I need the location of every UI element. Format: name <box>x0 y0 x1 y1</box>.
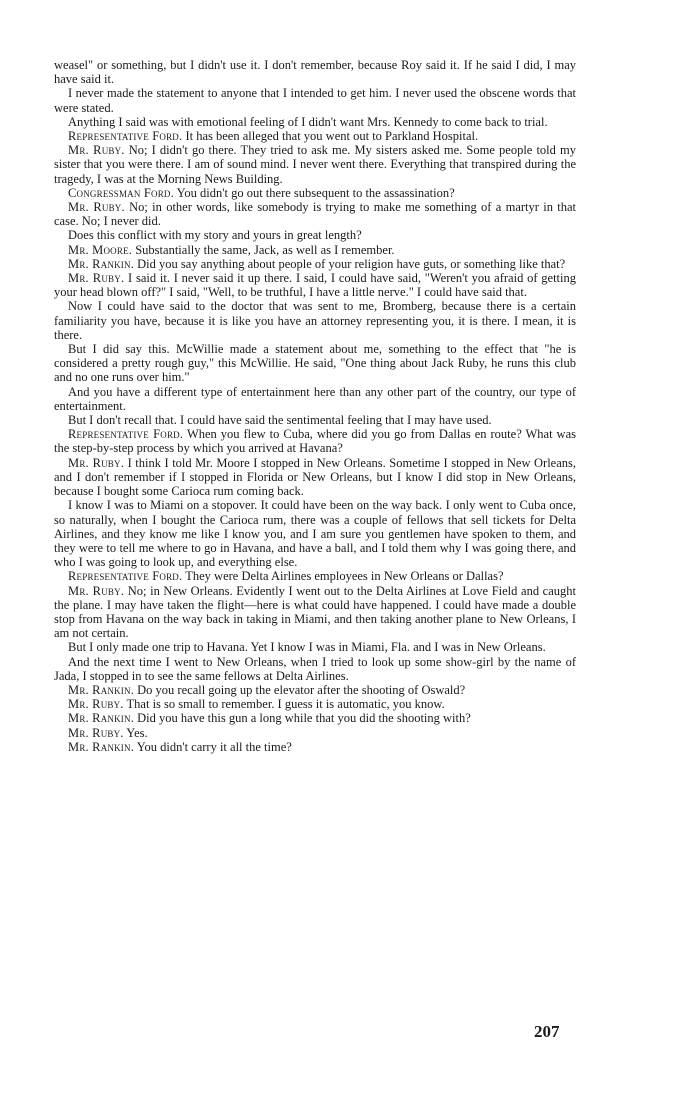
transcript-page <box>54 58 576 754</box>
paragraph-15: But I don't recall that. I could have said the sentimental feeling that I may have used. <box>68 413 492 428</box>
paragraph-9: Mr. Moore. Substantially the same, Jack, as well as I remember. <box>68 242 395 257</box>
paragraph-24: Mr. Ruby. That is so small to remember. I guess it is automatic, you know. <box>68 697 445 712</box>
paragraph-18: I know I was to Miami on a stopover. It could have been on the way back. I only went to Cuba once, so naturally, when I bought the Carioca rum, there was a couple of fellows that sell tickets for Delta Airlines, and they know me like I know you, and I am sure you gentlemen have spoken to them, and they were to tell me where to go in Havana, and have a ball, and I told them why I was going there, and who I was going to look up, and everything else. <box>54 498 576 570</box>
paragraph-14: And you have a different type of entertainment here than any other part of the country, our type of entertainment. <box>54 384 576 413</box>
page-number: 207 <box>534 1022 560 1041</box>
paragraph-13: But I did say this. McWillie made a statement about me, something to the effect that "he is considered a pretty rough guy," this McWillie. He said, "One thing about Jack Ruby, he runs this club and no one runs over him." <box>54 342 576 385</box>
paragraph-20: Mr. Ruby. No; in New Orleans. Evidently I went out to the Delta Airlines at Love Field and caught the plane. I may have taken the flight—here is what could have happened. I could have made a double stop from Havana on the way back in taking in Miami, and then taking another plane to New Orleans, I am not certain. <box>54 583 576 641</box>
paragraph-10: Mr. Rankin. Did you say anything about people of your religion have guts, or something like that? <box>68 256 566 271</box>
paragraph-17: Mr. Ruby. I think I told Mr. Moore I stopped in New Orleans. Sometime I stopped in New Orleans, and I don't remember if I stopped in Florida or New Orleans, but I know I did stop in New Orleans, because I bought some Carioca rum coming back. <box>54 455 577 499</box>
paragraph-22: And the next time I went to New Orleans, when I tried to look up some show-girl by the name of Jada, I stopped in to see the same fellows at Delta Airlines. <box>54 654 576 683</box>
paragraph-4: Representative Ford. It has been alleged that you went out to Parkland Hospital. <box>68 129 479 144</box>
paragraph-19: Representative Ford. They were Delta Airlines employees in New Orleans or Dallas? <box>68 569 504 584</box>
paragraph-16: Representative Ford. When you flew to Cuba, where did you go from Dallas en route? What was the step-by-step process by which you arrived at Havana? <box>54 427 576 456</box>
paragraph-26: Mr. Ruby. Yes. <box>68 725 148 740</box>
paragraph-25: Mr. Rankin. Did you have this gun a long while that you did the shooting with? <box>68 711 471 726</box>
paragraph-3: Anything I said was with emotional feeling of I didn't want Mrs. Kennedy to come back to trial. <box>68 114 548 129</box>
paragraph-21: But I only made one trip to Havana. Yet I know I was in Miami, Fla. and I was in New Orleans. <box>68 640 546 655</box>
paragraph-11: Mr. Ruby. I said it. I never said it up there. I said, I could have said, "Weren't you afraid of getting your head blown off?" I said, "Well, to be truthful, I have a little nerve." I could have said that. <box>54 271 576 300</box>
paragraph-1: weasel" or something, but I didn't use it. I don't remember, because Roy said it. If he said I did, I may have said it. <box>54 58 576 87</box>
paragraph-12: Now I could have said to the doctor that was sent to me, Bromberg, because there is a certain familiarity you have, because it is like you have an attorney representing you, it is there. I mean, it is there. <box>54 299 576 342</box>
paragraph-8: Does this conflict with my story and yours in great length? <box>68 228 362 243</box>
paragraph-5: Mr. Ruby. No; I didn't go there. They tried to ask me. My sisters asked me. Some people told my sister that you were there. I am of sound mind. I never went there. Everything that transpired during the tragedy, I was at the Morning News Building. <box>54 143 576 186</box>
paragraph-27: Mr. Rankin. You didn't carry it all the time? <box>68 739 292 754</box>
paragraph-7: Mr. Ruby. No; in other words, like somebody is trying to make me something of a martyr in that case. No; I never did. <box>54 200 576 229</box>
paragraph-23: Mr. Rankin. Do you recall going up the elevator after the shooting of Oswald? <box>68 682 466 697</box>
paragraph-6: Congressman Ford. You didn't go out there subsequent to the assassination? <box>68 185 455 200</box>
paragraph-2: I never made the statement to anyone that I intended to get him. I never used the obscene words that were stated. <box>54 86 576 115</box>
